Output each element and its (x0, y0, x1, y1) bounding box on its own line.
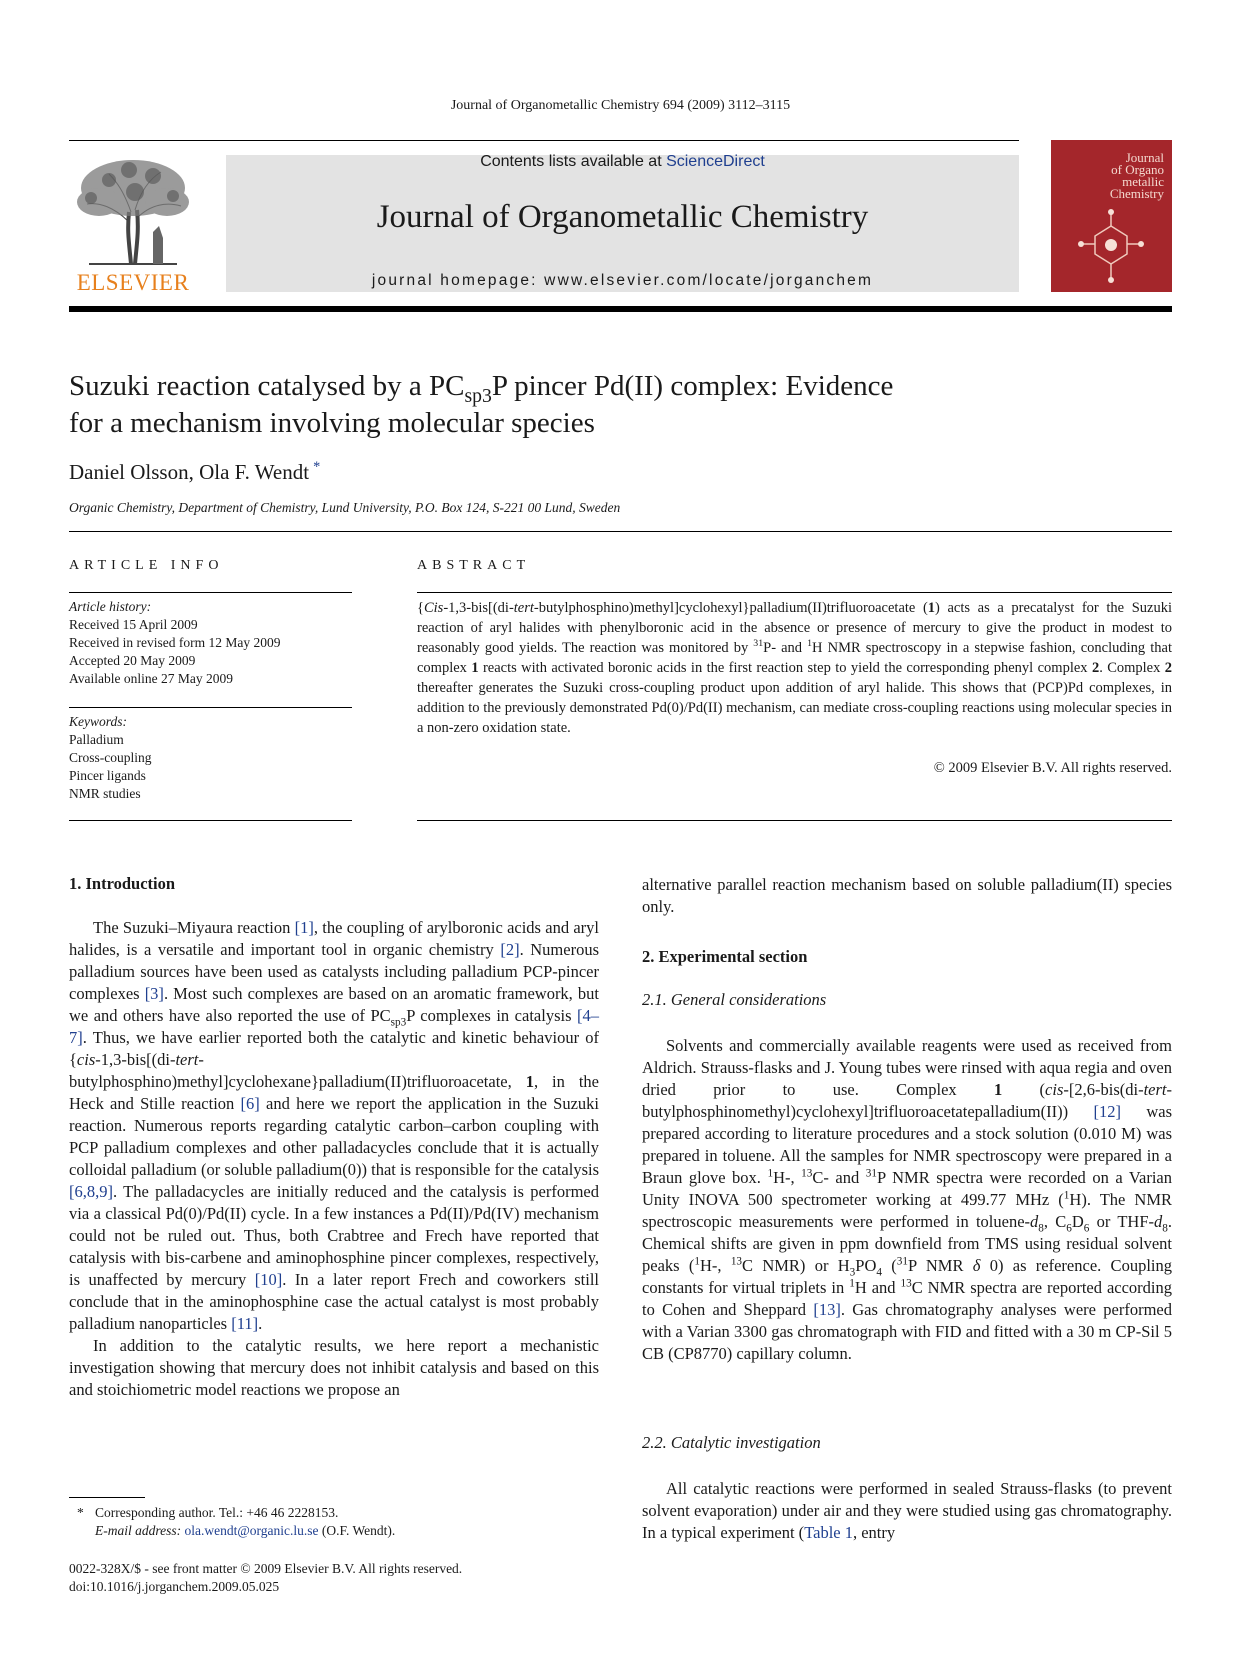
cover-line: of Organo (1111, 162, 1164, 177)
title-subscript: sp3 (464, 384, 492, 407)
paragraph: Solvents and commercially available reagents were used as received from Aldrich. Strauss-flasks and J. Young tubes were rinsed with aqua regia and oven dried prior to use. Complex 1 (cis-[2,6-bis(di-tert-butylphosphinomethyl)cyclohexyl]trifluoroacetatepalladium(II)) [12] was prepared according to literature procedures and a stock solution (0.010 M) was prepared in toluene. All the samples for NMR spectroscopy were prepared in a Braun glove box. $^1$H-, $^{13}$C- and $^{31}$P NMR spectra were recorded on a Varian Unity INOVA 500 spectrometer working at 499.77 MHz ($^1$H). The NMR spectroscopic measurements were performed in toluene-$d_8$, $C_6D_6$ or THF-$d_8$. Chemical shifts are given in ppm downfield from TMS using residual solvent peaks ($^1$H-, $^{13}$C NMR) or $H_3PO_4$ ($^{31}$P NMR δ 0) as reference. Coupling constants for virtual triplets in $^1$H and $^{13}$C NMR spectra are reported according to Cohen and Sheppard [13]. Gas chromatography analyses were performed with a Varian 3300 gas chromatograph with FID and fitted with a 30 m CP-Sil 5 CB (CP8770) capillary column. (642, 1036, 1172, 1363)
title-part: P pincer Pd(II) complex: Evidence (491, 370, 894, 402)
paragraph: All catalytic reactions were performed in sealed Strauss-flasks (to prevent solvent evaporation) under air and they were studied using gas chromatography. In a typical experiment (Table 1, entry (642, 1479, 1172, 1542)
abstract-rule (417, 820, 1172, 821)
footnote-mark: * (77, 1505, 84, 1520)
subsection-heading: 2.1. General considerations (642, 990, 827, 1009)
keyword: Pincer ligands (69, 768, 146, 783)
info-rule (69, 820, 352, 821)
footnote-rule (69, 1497, 145, 1498)
keyword: Cross-coupling (69, 750, 152, 765)
title-line-2: for a mechanism involving molecular species (69, 407, 595, 439)
history-item: Received in revised form 12 May 2009 (69, 635, 281, 650)
cover-line: metallic (1122, 174, 1164, 189)
cover-line: Chemistry (1109, 186, 1164, 201)
info-rule (69, 592, 352, 593)
publisher-wordmark: ELSEVIER (76, 270, 190, 295)
contents-line (226, 153, 1019, 171)
section-heading: 1. Introduction (69, 874, 176, 893)
article-history (69, 598, 352, 688)
footnote-corresponding: Corresponding author. Tel.: +46 46 2228153. (95, 1505, 339, 1520)
history-item: Available online 27 May 2009 (69, 671, 233, 686)
journal-cover-thumbnail (1051, 140, 1172, 292)
affiliation: Organic Chemistry, Department of Chemistry, Lund University, P.O. Box 124, S-221 00 Lund, Sweden (69, 500, 621, 515)
abstract-rule (417, 592, 1172, 593)
paragraph: In addition to the catalytic results, we here report a mechanistic investigation showing that mercury does not inhibit catalysis and based on this and stoichiometric model reactions we propose an (69, 1336, 599, 1399)
keyword: NMR studies (69, 786, 141, 801)
general-considerations-text (642, 1035, 1172, 1365)
introduction-text (69, 917, 599, 1401)
keywords-label: Keywords: (69, 714, 127, 729)
journal-reference: Journal of Organometallic Chemistry 694 (2009) 3112–3115 (450, 98, 791, 113)
keywords (69, 713, 352, 803)
history-label: Article history: (69, 599, 152, 614)
authors (69, 460, 320, 485)
journal-homepage[interactable]: journal homepage: www.elsevier.com/locate/jorganchem (371, 272, 874, 289)
cover-line: Journal (1125, 150, 1164, 165)
front-matter (69, 1560, 629, 1596)
email-label: E-mail address: (95, 1523, 185, 1538)
header-thick-rule (69, 306, 1172, 312)
header-rule (69, 140, 1019, 141)
title-part: Suzuki reaction catalysed by a PC (69, 370, 465, 402)
catalytic-investigation-text (642, 1478, 1172, 1544)
cover-molecule-image (1071, 206, 1151, 286)
affiliation-rule (69, 531, 1172, 532)
journal-title: Journal of Organometallic Chemistry (376, 199, 869, 235)
email-owner: (O.F. Wendt). (318, 1523, 396, 1538)
abstract-copyright: © 2009 Elsevier B.V. All rights reserved. (933, 760, 1172, 776)
author-names: Daniel Olsson, Ola F. Wendt (69, 460, 310, 484)
article-info-heading: ARTICLE INFO (69, 558, 224, 573)
email-link[interactable]: ola.wendt@organic.lu.se (184, 1523, 319, 1538)
corresponding-author-mark[interactable]: * (313, 459, 321, 475)
keyword: Palladium (69, 732, 124, 747)
footnote (69, 1504, 629, 1540)
issn-line: 0022-328X/$ - see front matter © 2009 Elsevier B.V. All rights reserved. (69, 1561, 463, 1576)
history-item: Received 15 April 2009 (69, 617, 198, 632)
abstract-heading: ABSTRACT (417, 558, 531, 573)
history-item: Accepted 20 May 2009 (69, 653, 196, 668)
abstract-text: {Cis-1,3-bis[(di-tert-butylphosphino)methyl]cyclohexyl}palladium(II)trifluoroacetate (1) acts as a precatalyst for the Suzuki reaction of aryl halides with phenylboronic acid in the absence or presence of mercury to give the product in modest to reasonably good yields. The reaction was monitored by $^{31}$P- and $^1$H NMR spectroscopy in a stepwise fashion, concluding that complex 1 reacts with activated boronic acids in the first reaction step to yield the corresponding phenyl complex 2. Complex 2 thereafter generates the Suzuki cross-coupling product upon addition of aryl halide. This shows that (PCP)Pd complexes, in addition to the previously demonstrated Pd(0)/Pd(II) mechanism, can mediate cross-coupling reactions using molecular species in a non-zero oxidation state. (417, 600, 1173, 736)
doi-line: doi:10.1016/j.jorganchem.2009.05.025 (69, 1579, 280, 1594)
contents-prefix: Contents lists available at (480, 153, 667, 170)
sciencedirect-link[interactable]: ScienceDirect (666, 153, 765, 170)
paragraph: The Suzuki–Miyaura reaction [1], the coupling of arylboronic acids and aryl halides, is a versatile and important tool in organic chemistry [2]. Numerous palladium sources have been used as catalysts including palladium PCP-pincer complexes [3]. Most such complexes are based on an aromatic framework, but we and others have also reported the use of $PC_{sp3}P$ complexes in catalysis [4–7]. Thus, we have earlier reported both the catalytic and kinetic behaviour of {cis-1,3-bis[(di-tert-butylphosphino)methyl]cyclohexane}palladium(II)trifluoroacetate, 1, in the Heck and Stille reaction [6] and here we report the application in the Suzuki reaction. Numerous reports regarding catalytic carbon–carbon coupling with PCP palladium complexes and other palladacycles conclude that it is actually colloidal palladium (or soluble palladium(0)) that is responsible for the catalysis [6,8,9]. The palladacycles are initially reduced and the catalysis is performed via a classical Pd(0)/Pd(II) cycle. In a few instances a Pd(II)/Pd(IV) mechanism could not be ruled out. Thus, both Crabtree and Frech have reported that catalysis with bis-carbene and aminophosphine pincer complexes, respectively, is unaffected by mercury [10]. In a later report Frech and coworkers still conclude that in the aminophosphine case the actual catalyst is most probably palladium nanoparticles [11]. (69, 918, 600, 1333)
section-heading: 2. Experimental section (642, 947, 808, 966)
subsection-heading: 2.2. Catalytic investigation (642, 1433, 821, 1452)
info-rule (69, 707, 352, 708)
introduction-continued: alternative parallel reaction mechanism based on soluble palladium(II) species only. (642, 875, 1172, 916)
article-title (69, 368, 1069, 442)
